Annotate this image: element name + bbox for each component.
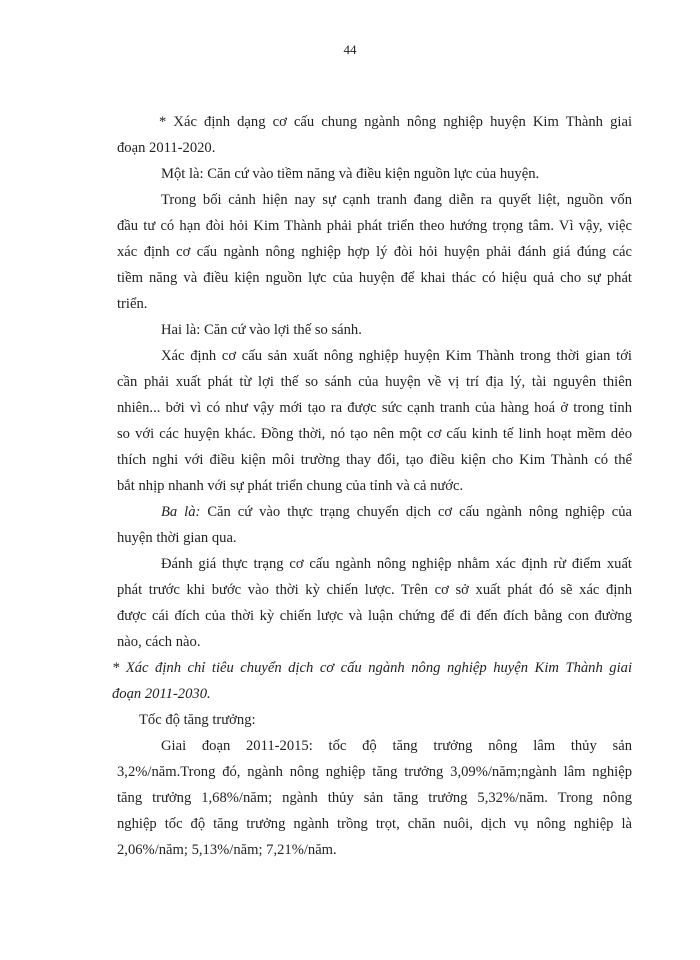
ba-la-label: Ba là:: [161, 504, 201, 520]
text-line: tăng trưởng 1,68%/năm; ngành thủy sản tăng trưởng 5,32%/năm. Trong nông: [117, 790, 632, 806]
text-line: so với các huyện khác. Đồng thời, nó tạo nên một cơ cấu kinh tế linh hoạt mềm dẻo: [117, 426, 632, 442]
section-heading-structure: [117, 109, 632, 161]
paragraph-comparative-advantage: [117, 343, 632, 499]
section-heading-indicators: [112, 655, 632, 707]
page-number: 44: [343, 42, 357, 57]
text-line: cần phải xuất phát từ lợi thế so sánh của huyện về vị trí địa lý, tài nguyên thiên: [117, 374, 632, 390]
text-line: Tốc độ tăng trưởng:: [139, 712, 256, 728]
paragraph-ba-la: [117, 499, 632, 551]
text-line: huyện thời gian qua.: [117, 530, 237, 546]
text-line: Giai đoạn 2011-2015: tốc độ tăng trưởng nông lâm thủy sản: [161, 738, 632, 754]
text-line: thích nghi với điều kiện môi trường thay đổi, tạo điều kiện cho Kim Thành có thể: [117, 452, 632, 468]
text-line: Trong bối cảnh hiện nay sự cạnh tranh đang diễn ra quyết liệt, nguồn vốn: [161, 192, 632, 208]
document-body: [112, 109, 632, 863]
paragraph-context: [117, 187, 632, 317]
text-fragment: Căn cứ vào thực trạng chuyển dịch cơ cấu ngành nông nghiệp của: [200, 504, 632, 520]
text-line: đầu tư có hạn đòi hỏi Kim Thành phải phát triển theo hướng trọng tâm. Vì vậy, việc: [117, 218, 632, 234]
text-line: Đánh giá thực trạng cơ cấu ngành nông nghiệp nhằm xác định rừ điểm xuất: [161, 556, 632, 572]
text-line: phát trước khi bước vào thời kỳ chiến lược. Trên cơ sở xuất phát đó sẽ xác định: [117, 582, 632, 598]
text-line: [117, 499, 632, 525]
paragraph-growth-rate-label: [117, 707, 632, 733]
text-line: * Xác định dạng cơ cấu chung ngành nông nghiệp huyện Kim Thành giai: [159, 114, 632, 130]
text-line: * Xác định chỉ tiêu chuyển dịch cơ cấu ngành nông nghiệp huyện Kim Thành giai: [112, 660, 632, 676]
text-line: đoạn 2011-2030.: [112, 686, 211, 702]
text-line: nghiệp tốc độ tăng trưởng ngành trồng trọt, chăn nuôi, dịch vụ nông nghiệp là: [117, 816, 632, 832]
text-line: nào, cách nào.: [117, 634, 201, 650]
paragraph-mot-la: [117, 161, 632, 187]
text-line: tiềm năng và điều kiện nguồn lực của huyện để khai thác có hiệu quả cho sự phát: [117, 270, 632, 286]
text-line: 2,06%/năm; 5,13%/năm; 7,21%/năm.: [117, 842, 337, 858]
text-line: Xác định cơ cấu sản xuất nông nghiệp huyện Kim Thành trong thời gian tới: [161, 348, 632, 364]
paragraph-hai-la: [117, 317, 632, 343]
text-line: Hai là: Căn cứ vào lợi thế so sánh.: [161, 322, 362, 338]
text-line: triển.: [117, 296, 148, 312]
text-line: Một là: Căn cứ vào tiềm năng và điều kiện nguồn lực của huyện.: [161, 166, 540, 182]
text-line: bắt nhịp nhanh với sự phát triển chung của tỉnh và cả nước.: [117, 478, 464, 494]
paragraph-growth-figures: [117, 733, 632, 863]
text-line: nhiên... bởi vì có như vậy mới tạo ra được sức cạnh tranh của hàng hoá ở trong tỉnh: [117, 400, 632, 416]
text-line: đoạn 2011-2020.: [117, 140, 216, 156]
paragraph-assessment: [117, 551, 632, 655]
text-line: 3,2%/năm.Trong đó, ngành nông nghiệp tăng trưởng 3,09%/năm;ngành lâm nghiệp: [117, 764, 632, 780]
text-line: được cái đích của thời kỳ chiến lược và luận chứng để đi đến đích bằng con đường: [117, 608, 632, 624]
text-line: xác định cơ cấu ngành nông nghiệp hợp lý đòi hỏi huyện phải đánh giá đúng các: [117, 244, 632, 260]
